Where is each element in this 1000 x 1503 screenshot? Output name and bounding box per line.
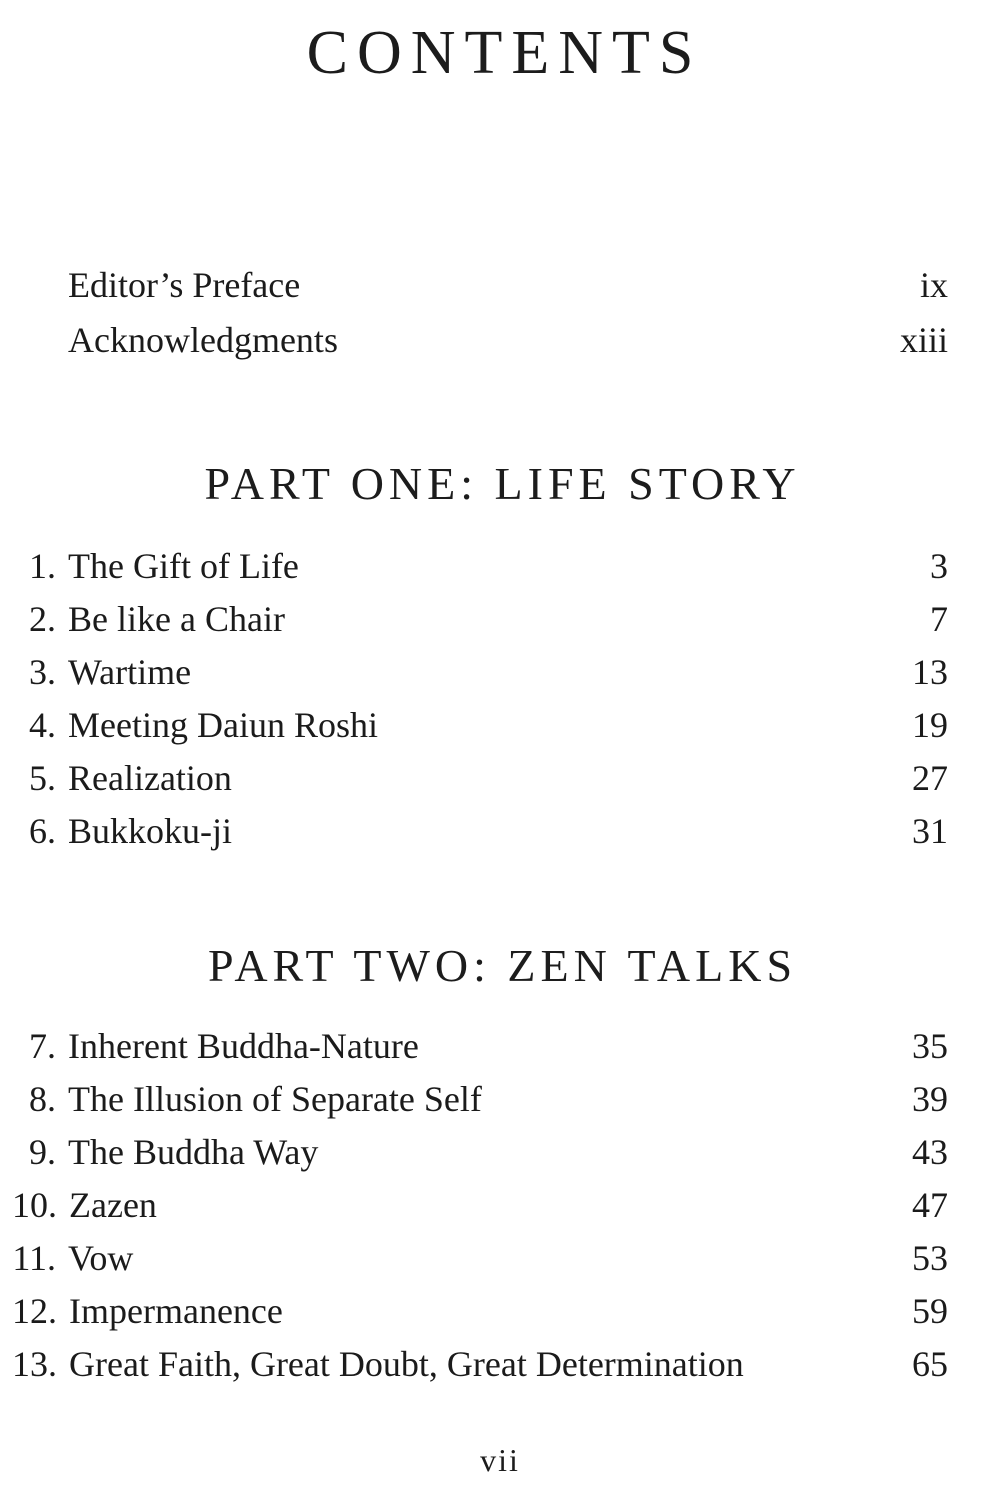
chapter-title: Wartime xyxy=(68,652,192,692)
folio-page-number: vii xyxy=(480,1442,520,1478)
part-two-heading: PART TWO: ZEN TALKS xyxy=(207,940,798,991)
toc-row xyxy=(0,593,1000,646)
chapter-title: Impermanence xyxy=(69,1291,283,1331)
toc-row xyxy=(0,313,1000,368)
toc-row xyxy=(0,540,1000,593)
page-number: 47 xyxy=(912,1185,948,1225)
toc-row xyxy=(0,699,1000,752)
chapter-title: The Gift of Life xyxy=(68,546,299,586)
page-number: 31 xyxy=(912,811,948,851)
page-number: 3 xyxy=(930,546,948,586)
page-number: 39 xyxy=(912,1079,948,1119)
toc-row xyxy=(0,752,1000,805)
page-number: 43 xyxy=(912,1132,948,1172)
toc-row xyxy=(0,1020,1000,1073)
chapter-number: 4. xyxy=(29,705,56,745)
toc-row xyxy=(0,1338,1000,1391)
chapter-number: 8. xyxy=(29,1079,56,1119)
toc-row xyxy=(0,646,1000,699)
page-title: CONTENTS xyxy=(306,19,703,87)
part-one-chapter-list xyxy=(0,540,1000,858)
chapter-title: Meeting Daiun Roshi xyxy=(68,705,378,745)
chapter-number: 11. xyxy=(12,1238,56,1278)
page-number: 53 xyxy=(912,1238,948,1278)
chapter-number: 1. xyxy=(29,546,56,586)
chapter-title: Great Faith, Great Doubt, Great Determination xyxy=(69,1344,744,1384)
entry-title: Acknowledgments xyxy=(68,320,338,360)
page-number: 35 xyxy=(912,1026,948,1066)
page-number: 7 xyxy=(930,599,948,639)
chapter-title: Be like a Chair xyxy=(68,599,285,639)
front-matter-list xyxy=(0,258,1000,368)
chapter-number: 10. xyxy=(12,1185,57,1225)
toc-row xyxy=(0,258,1000,313)
page-number: 65 xyxy=(912,1344,948,1384)
part-one-heading: PART ONE: LIFE STORY xyxy=(204,458,801,509)
toc-row xyxy=(0,1179,1000,1232)
entry-title: Editor’s Preface xyxy=(68,265,301,305)
chapter-number: 6. xyxy=(29,811,56,851)
chapter-title: Realization xyxy=(68,758,232,798)
chapter-title: Zazen xyxy=(69,1185,157,1225)
part-one-section xyxy=(0,456,1000,858)
chapter-number: 9. xyxy=(29,1132,56,1172)
chapter-number: 12. xyxy=(12,1291,57,1331)
toc-row xyxy=(0,1232,1000,1285)
chapter-number: 2. xyxy=(29,599,56,639)
toc-row xyxy=(0,1073,1000,1126)
chapter-title: Inherent Buddha-Nature xyxy=(68,1026,419,1066)
toc-row xyxy=(0,1126,1000,1179)
page-number: 19 xyxy=(912,705,948,745)
toc-row xyxy=(0,805,1000,858)
page-number: xiii xyxy=(899,320,948,360)
chapter-title: Bukkoku-ji xyxy=(68,811,233,851)
part-two-chapter-list xyxy=(0,1020,1000,1391)
toc-row xyxy=(0,1285,1000,1338)
part-two-section xyxy=(0,938,1000,1391)
chapter-title: The Buddha Way xyxy=(68,1132,319,1172)
chapter-title: Vow xyxy=(68,1238,134,1278)
page-number: 59 xyxy=(912,1291,948,1331)
page-number: 27 xyxy=(912,758,948,798)
chapter-number: 13. xyxy=(12,1344,57,1384)
page-number: ix xyxy=(919,265,948,305)
chapter-number: 5. xyxy=(29,758,56,798)
chapter-number: 3. xyxy=(29,652,56,692)
chapter-number: 7. xyxy=(29,1026,56,1066)
page-number: 13 xyxy=(912,652,948,692)
chapter-title: The Illusion of Separate Self xyxy=(68,1079,482,1119)
